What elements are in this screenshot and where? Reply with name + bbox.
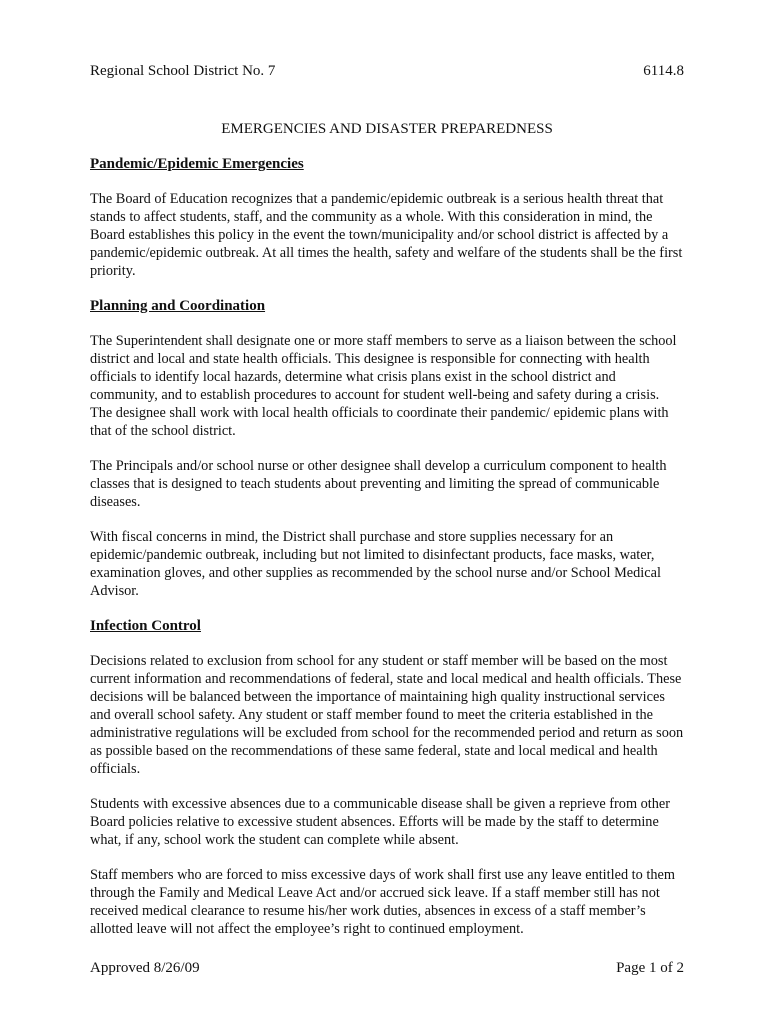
paragraph-infection-exclusion: Decisions related to exclusion from school for any student or staff member will be based on the most current information and recommendations of federal, state and local medical and health officials. These decisions will be balanced between the importance of maintaining high quality instructional services and overall school safety. Any student or staff member found to meet the criteria established in the administrative regulations will be excluded from school for the recommended period and return as soon as possible based on the recommendations of these same federal, state and local medical and health officials.	[90, 653, 684, 777]
page-number: Page 1 of 2	[616, 960, 684, 976]
paragraph-infection-students: Students with excessive absences due to a communicable disease shall be given a reprieve from other Board policies relative to excessive student absences. Efforts will be made by the staff to determine what, if any, school work the student can complete while absent.	[90, 796, 671, 848]
paragraph-infection-staff: Staff members who are forced to miss excessive days of work shall first use any leave entitled to them through the Family and Medical Leave Act and/or accrued sick leave. If a staff member still has not received medical clearance to resume his/her work duties, absences in excess of a staff member’s allotted leave will not affect the employee’s right to continued employment.	[90, 867, 675, 937]
document-page	[90, 0, 684, 1024]
document-body	[90, 155, 684, 955]
paragraph-planning-curriculum: The Principals and/or school nurse or other designee shall develop a curriculum component to health classes that is designed to teach students about preventing and limiting the spread of communicable diseases.	[90, 458, 667, 510]
paragraph-pandemic-intro: The Board of Education recognizes that a pandemic/epidemic outbreak is a serious health threat that stands to affect students, staff, and the community as a whole. With this consideration in mind, the Board establishes this policy in the event the town/municipality and/or school district is affected by a pandemic/epidemic outbreak. At all times the health, safety and welfare of the students shall be the first priority.	[90, 191, 683, 279]
document-title: EMERGENCIES AND DISASTER PREPAREDNESS	[221, 121, 553, 137]
paragraph-planning-supplies: With fiscal concerns in mind, the District shall purchase and store supplies necessary for an epidemic/pandemic outbreak, including but not limited to disinfectant products, face masks, water, examination gloves, and other supplies as recommended by the school nurse and/or School Medical Advisor.	[90, 529, 661, 599]
approval-date: Approved 8/26/09	[90, 960, 200, 976]
district-name: Regional School District No. 7	[90, 63, 276, 79]
section-heading-pandemic: Pandemic/Epidemic Emergencies	[90, 156, 304, 172]
section-heading-planning: Planning and Coordination	[90, 298, 266, 314]
paragraph-planning-liaison: The Superintendent shall designate one or more staff members to serve as a liaison between the school district and local and state health officials. This designee is responsible for connecting with health officials to identify local hazards, determine what crisis plans exist in the school district and community, and to establish procedures to account for student well-being and safety during a crisis. The designee shall work with local health officials to coordinate their pandemic/ epidemic plans with that of the school district.	[90, 333, 677, 439]
policy-number: 6114.8	[643, 63, 684, 79]
section-heading-infection: Infection Control	[90, 618, 201, 634]
